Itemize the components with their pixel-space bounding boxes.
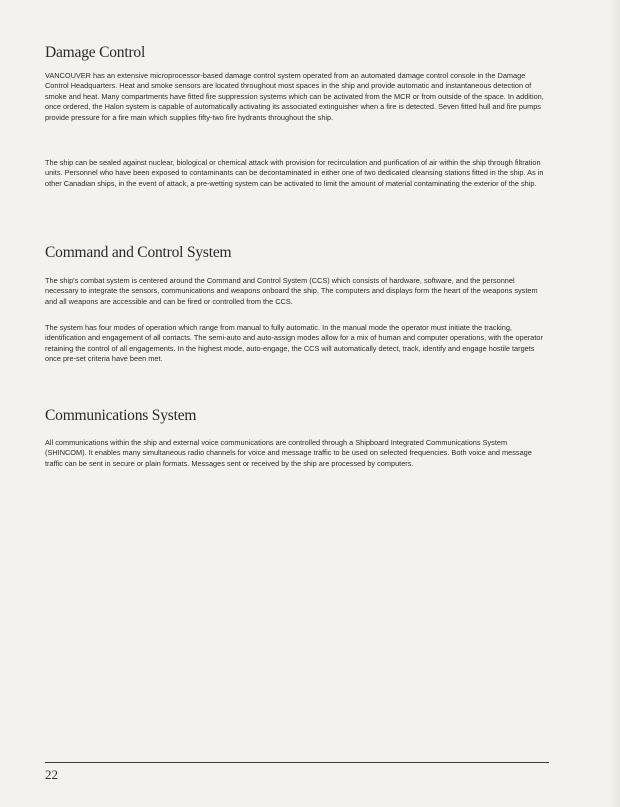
heading-command-and-control: Command and Control System: [45, 244, 232, 261]
page-content: [45, 0, 550, 807]
paragraph-command-control-2: The system has four modes of operation which range from manual to fully automatic. In the manual mode the operator must initiate the tracking, identification and engagement of all contacts. The semi-auto and auto-assign modes allow for a mix of human and computer operations, with the operator retaining the control of all engagements. In the highest mode, auto-engage, the CCS will automatically detect, track, identify and engage hostile targets once pre-set criteria have been met.: [45, 323, 543, 364]
page-edge-shadow: [610, 0, 620, 807]
heading-damage-control: Damage Control: [45, 44, 146, 61]
heading-communications-system: Communications System: [45, 407, 197, 424]
footer-divider: [45, 762, 549, 763]
paragraph-damage-control-2: The ship can be sealed against nuclear, biological or chemical attack with provision for recirculation and purification of air within the ship through filtration units. Personnel who have been exposed to contaminants can be decontaminated in either one of two dedicated cleansing stations fitted in the ship. As in other Canadian ships, in the event of attack, a pre-wetting system can be activated to limit the amount of material contaminating the exterior of the ship.: [45, 158, 544, 188]
page-number: 22: [45, 767, 58, 782]
paragraph-command-control-1: The ship's combat system is centered around the Command and Control System (CCS) which consists of hardware, software, and the personnel necessary to integrate the sensors, communications and weapons onboard the ship. The computers and displays form the heart of the weapons system and all weapons are accessible and can be fired or controlled from the CCS.: [45, 276, 538, 306]
paragraph-damage-control-1: VANCOUVER has an extensive microprocessor-based damage control system operated from an automated damage control console in the Damage Control Headquarters. Heat and smoke sensors are located throughout most spaces in the ship and provide automatic and instantaneous detection of smoke and heat. Many compartments have fitted fire suppression systems which can be activated from the MCR or from outside of the space. In addition, once ordered, the Halon system is capable of automatically activating its associated extinguisher when a fire is detected. Seven fitted hull and fire pumps provide pressure for a fire main which supplies fifty-two fire hydrants throughout the ship.: [45, 71, 544, 122]
paragraph-communications-1: All communications within the ship and external voice communications are controlled through a Shipboard Integrated Communications System (SHINCOM). It enables many simultaneous radio channels for voice and message traffic to be used on selected frequencies. Both voice and message traffic can be sent in secure or plain formats. Messages sent or received by the ship are processed by computers.: [45, 438, 532, 468]
